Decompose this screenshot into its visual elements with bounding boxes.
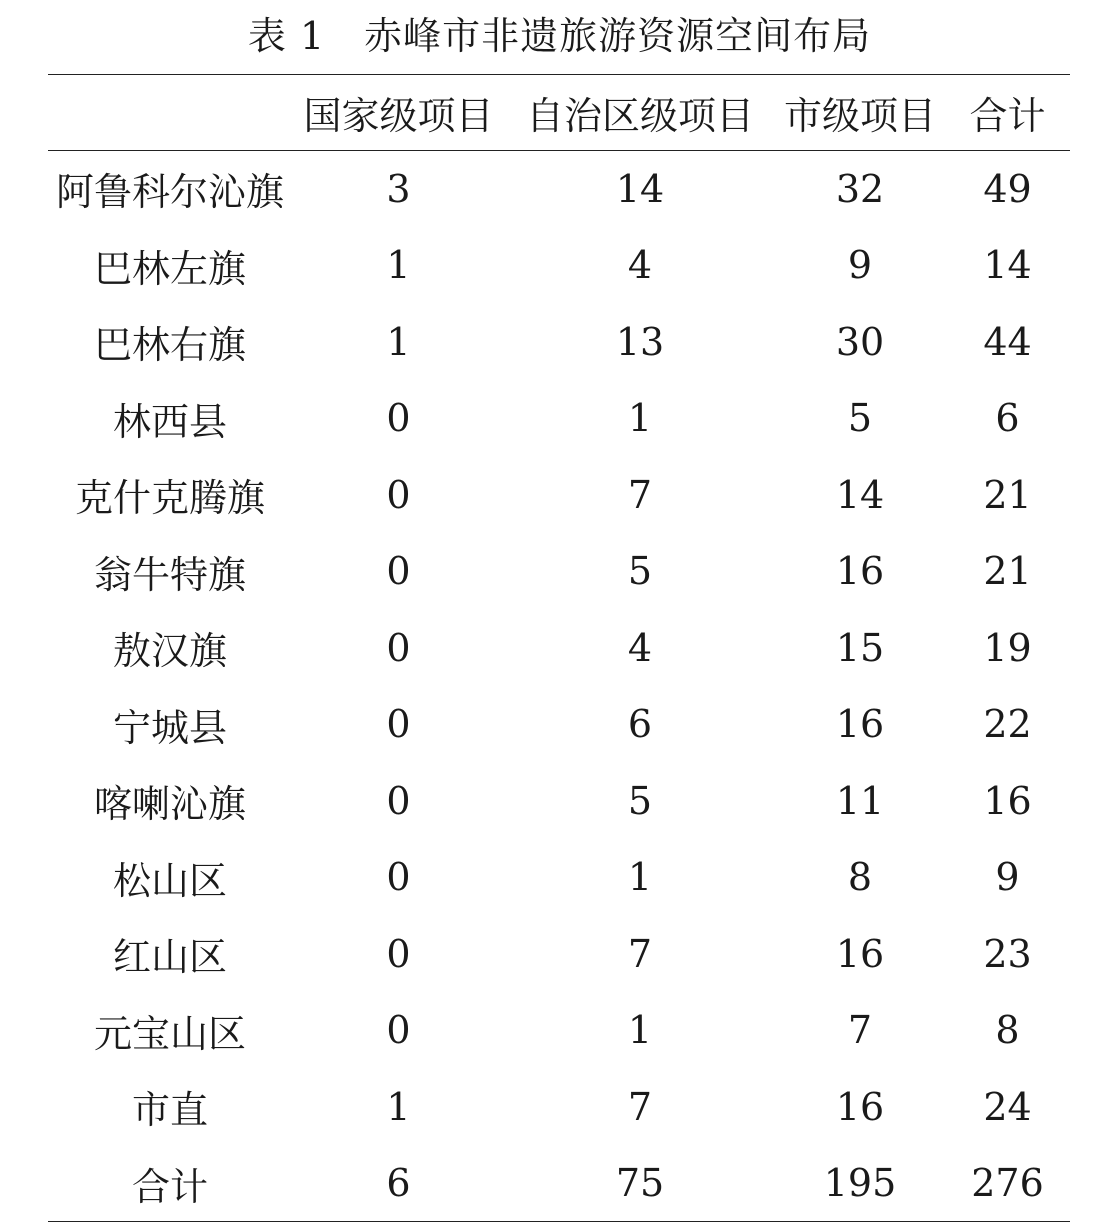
autonomous-region-cell: 6	[627, 702, 653, 747]
national-cell: 0	[386, 396, 411, 441]
table-caption: 表 1 赤峰市非遗旅游资源空间布局	[247, 14, 872, 58]
table-row	[48, 686, 1070, 763]
table-body	[48, 150, 1070, 1222]
table-row	[48, 610, 1070, 687]
national-cell: 1	[386, 243, 411, 288]
autonomous-region-cell: 7	[627, 1084, 653, 1129]
total-cell: 44	[983, 319, 1032, 364]
national-cell: 0	[386, 931, 411, 976]
national-cell: 0	[386, 778, 411, 823]
national-cell: 3	[386, 166, 411, 211]
autonomous-region-cell: 5	[627, 778, 653, 823]
autonomous-region-cell: 4	[627, 625, 653, 670]
table-row	[48, 1145, 1070, 1222]
total-cell: 16	[983, 778, 1032, 823]
city-cell: 11	[835, 778, 885, 823]
total-cell: 49	[983, 166, 1032, 211]
table-row	[48, 533, 1070, 610]
total-cell: 21	[983, 472, 1032, 517]
region-cell: 克什克腾旗	[74, 476, 265, 521]
table-row	[48, 992, 1070, 1069]
national-cell: 1	[386, 319, 411, 364]
city-cell: 195	[823, 1161, 897, 1206]
national-cell: 0	[386, 855, 411, 900]
table-row	[48, 457, 1070, 534]
total-cell: 8	[995, 1008, 1020, 1053]
autonomous-region-cell: 1	[627, 1008, 653, 1053]
city-cell: 16	[835, 702, 885, 747]
header-cell-total: 合计	[969, 94, 1046, 138]
national-cell: 0	[386, 549, 411, 594]
total-cell: 276	[971, 1161, 1044, 1206]
national-cell: 0	[386, 702, 411, 747]
region-cell: 合计	[131, 1164, 208, 1209]
autonomous-region-cell: 7	[627, 472, 653, 517]
data-table	[48, 75, 1070, 1222]
region-cell: 喀喇沁旗	[93, 782, 246, 827]
total-cell: 22	[983, 702, 1032, 747]
national-cell: 6	[386, 1161, 411, 1206]
region-cell: 林西县	[112, 399, 227, 444]
total-cell: 14	[983, 243, 1032, 288]
region-cell: 阿鲁科尔沁旗	[55, 170, 284, 214]
region-cell: 红山区	[112, 935, 227, 980]
total-cell: 21	[983, 549, 1032, 594]
city-cell: 9	[847, 243, 873, 288]
header-cell-region	[48, 75, 292, 150]
national-cell: 1	[386, 1084, 411, 1129]
city-cell: 7	[847, 1008, 873, 1053]
city-cell: 16	[835, 549, 885, 594]
city-cell: 30	[835, 319, 885, 364]
national-cell: 0	[386, 1008, 411, 1053]
total-cell: 9	[995, 855, 1020, 900]
autonomous-region-cell: 75	[615, 1161, 665, 1206]
city-cell: 14	[835, 472, 885, 517]
table-row	[48, 227, 1070, 304]
table-row	[48, 150, 1070, 227]
autonomous-region-cell: 5	[627, 549, 653, 594]
total-cell: 24	[983, 1084, 1032, 1129]
city-cell: 32	[835, 166, 885, 211]
table-row	[48, 916, 1070, 993]
autonomous-region-cell: 13	[615, 319, 665, 364]
header-row	[48, 75, 1070, 150]
autonomous-region-cell: 1	[627, 855, 653, 900]
region-cell: 翁牛特旗	[93, 552, 246, 597]
table-row	[48, 763, 1070, 840]
region-cell: 巴林右旗	[93, 323, 246, 368]
national-cell: 0	[386, 472, 411, 517]
table-row	[48, 380, 1070, 457]
total-cell: 19	[983, 625, 1032, 670]
region-cell: 宁城县	[112, 705, 227, 750]
region-cell: 元宝山区	[93, 1011, 246, 1056]
region-cell: 巴林左旗	[93, 246, 246, 291]
national-cell: 0	[386, 625, 411, 670]
city-cell: 16	[835, 1084, 885, 1129]
table-row	[48, 304, 1070, 381]
table-row	[48, 1069, 1070, 1146]
total-cell: 23	[983, 931, 1032, 976]
autonomous-region-cell: 1	[627, 396, 653, 441]
total-cell: 6	[995, 396, 1020, 441]
header-cell-autonomous-region: 自治区级项目	[525, 94, 754, 138]
city-cell: 15	[835, 625, 885, 670]
city-cell: 16	[835, 931, 885, 976]
region-cell: 敖汉旗	[112, 629, 227, 674]
header-cell-national: 国家级项目	[303, 94, 494, 138]
city-cell: 8	[847, 855, 873, 900]
autonomous-region-cell: 4	[627, 243, 653, 288]
autonomous-region-cell: 14	[615, 166, 665, 211]
autonomous-region-cell: 7	[627, 931, 653, 976]
region-cell: 市直	[131, 1088, 208, 1133]
region-cell: 松山区	[112, 858, 227, 903]
table-row	[48, 839, 1070, 916]
city-cell: 5	[847, 396, 873, 441]
header-cell-city: 市级项目	[783, 94, 936, 138]
